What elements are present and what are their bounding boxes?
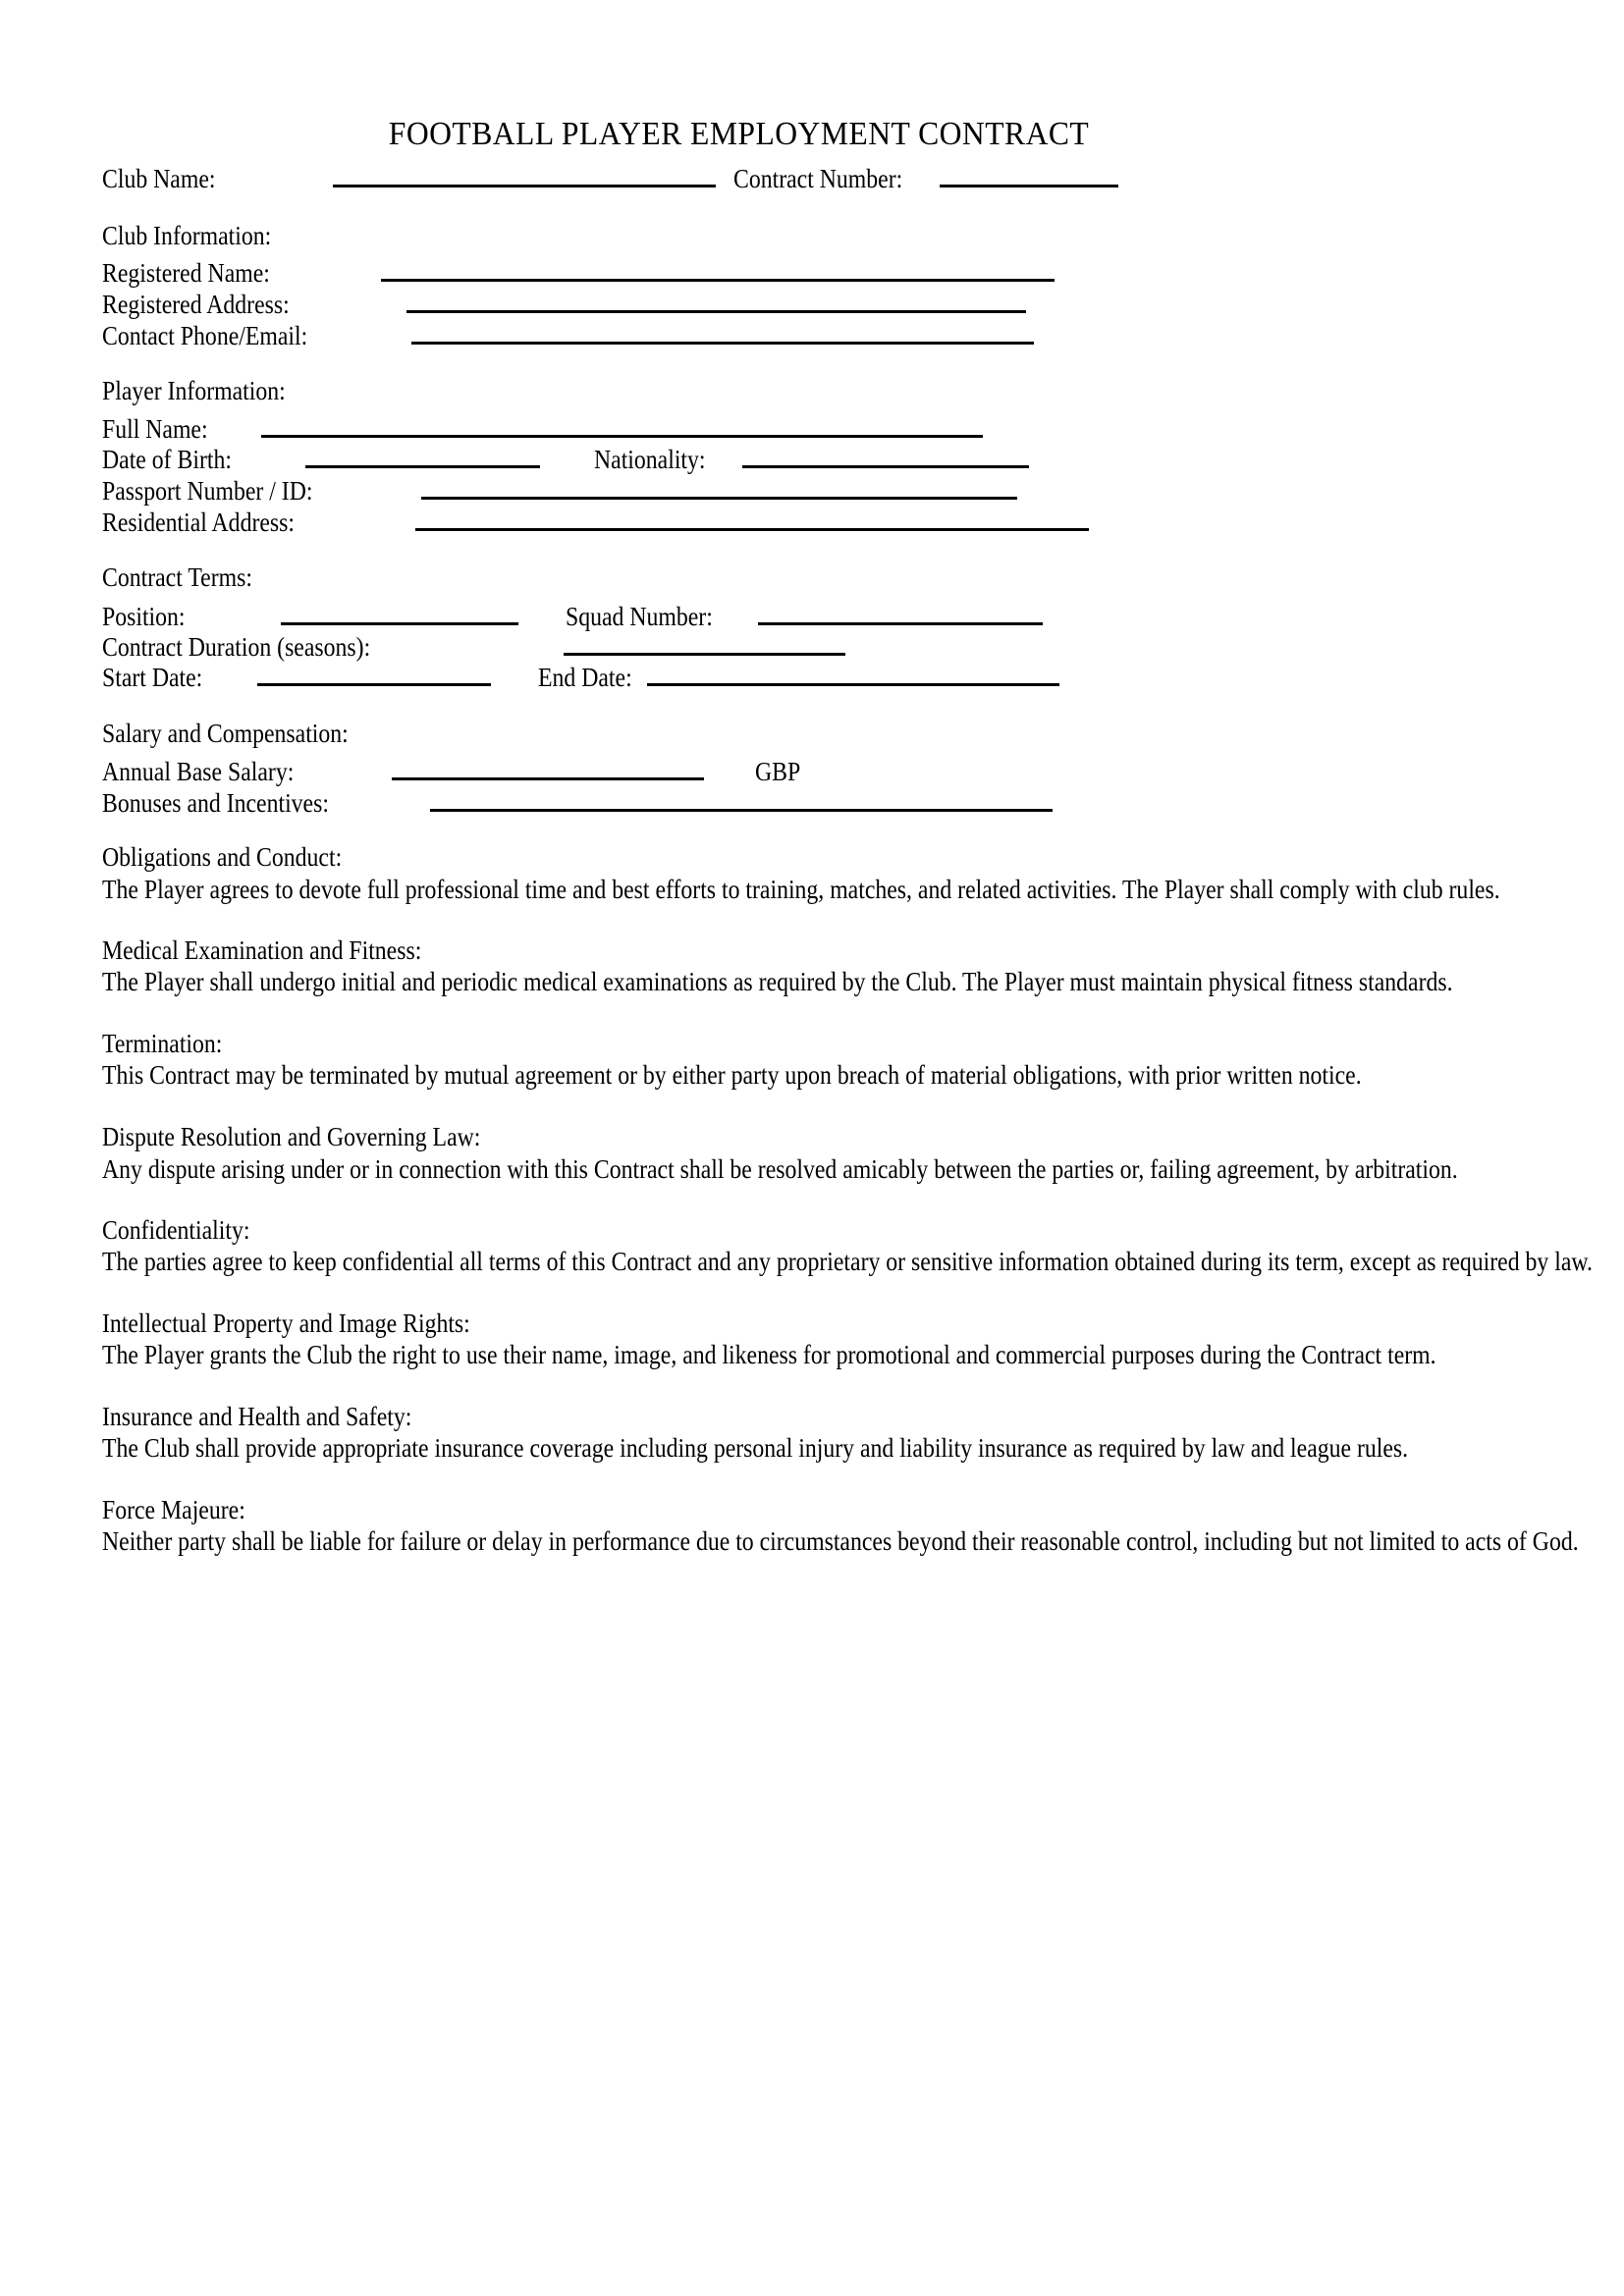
club-information-heading: Club Information: — [102, 221, 272, 250]
contract-duration-input[interactable] — [564, 625, 845, 656]
salary-heading: Salary and Compensation: — [102, 719, 349, 748]
contract-number-input[interactable] — [940, 157, 1118, 187]
position-label: Position: — [102, 602, 186, 632]
annual-base-salary-input[interactable] — [392, 750, 704, 780]
end-date-label: End Date: — [538, 663, 632, 693]
clause-text-confidentiality: The parties agree to keep confidential all terms of this Contract and any proprietary or sensitive information obtained during its term, except as required by law. — [102, 1247, 1593, 1276]
clause-heading-obligations: Obligations and Conduct: — [102, 842, 343, 872]
clause-heading-dispute: Dispute Resolution and Governing Law: — [102, 1122, 481, 1151]
club-name-input[interactable] — [333, 157, 716, 187]
annual-base-salary-label: Annual Base Salary: — [102, 757, 295, 787]
clause-text-ip: The Player grants the Club the right to use their name, image, and likeness for promotional and commercial purposes during the Contract term. — [102, 1340, 1436, 1369]
currency-label: GBP — [754, 757, 801, 787]
squad-number-label: Squad Number: — [566, 602, 713, 632]
squad-number-input[interactable] — [758, 595, 1043, 625]
position-input[interactable] — [281, 595, 518, 625]
contact-phone-email-input[interactable] — [411, 314, 1034, 345]
club-name-label: Club Name: — [102, 164, 216, 194]
nationality-input[interactable] — [742, 438, 1029, 468]
clause-heading-insurance: Insurance and Health and Safety: — [102, 1402, 412, 1431]
registered-name-input[interactable] — [381, 251, 1055, 282]
start-date-row — [102, 656, 1059, 693]
clause-heading-termination: Termination: — [102, 1029, 223, 1058]
contract-number-label: Contract Number: — [733, 164, 903, 194]
clause-heading-confidentiality: Confidentiality: — [102, 1215, 250, 1245]
clause-heading-medical: Medical Examination and Fitness: — [102, 935, 422, 965]
residential-address-label: Residential Address: — [102, 507, 296, 538]
club-name-row — [102, 157, 1118, 194]
bonuses-input[interactable] — [430, 781, 1053, 812]
full-name-input[interactable] — [261, 407, 983, 438]
clause-text-obligations: The Player agrees to devote full professional time and best efforts to training, matches, and related activities. The Player shall comply with club rules. — [102, 875, 1500, 904]
clause-text-insurance: The Club shall provide appropriate insurance coverage including personal injury and liability insurance as required by law and league rules. — [102, 1433, 1409, 1463]
bonuses-label: Bonuses and Incentives: — [102, 788, 329, 819]
nationality-label: Nationality: — [593, 445, 706, 475]
clause-text-medical: The Player shall undergo initial and periodic medical examinations as required by the Club. The Player must maintain physical fitness standards. — [102, 967, 1453, 996]
registered-address-label: Registered Address: — [102, 290, 290, 320]
contact-phone-email-row — [102, 314, 1034, 351]
residential-address-input[interactable] — [415, 501, 1089, 531]
start-date-label: Start Date: — [102, 663, 203, 693]
full-name-label: Full Name: — [102, 414, 208, 445]
bonuses-row — [102, 781, 1053, 819]
clause-text-force-majeure: Neither party shall be liable for failure or delay in performance due to circumstances beyond their reasonable control, including but not limited to acts of God. — [102, 1526, 1579, 1556]
page-title: FOOTBALL PLAYER EMPLOYMENT CONTRACT — [388, 116, 1090, 152]
contract-terms-heading: Contract Terms: — [102, 562, 252, 592]
passport-number-label: Passport Number / ID: — [102, 476, 313, 507]
clause-text-termination: This Contract may be terminated by mutual agreement or by either party upon breach of material obligations, with prior written notice. — [102, 1060, 1362, 1090]
registered-name-label: Registered Name: — [102, 258, 270, 289]
clause-heading-force-majeure: Force Majeure: — [102, 1495, 245, 1524]
end-date-input[interactable] — [647, 656, 1059, 686]
contract-duration-label: Contract Duration (seasons): — [102, 632, 371, 663]
date-of-birth-label: Date of Birth: — [102, 445, 232, 475]
clause-text-dispute: Any dispute arising under or in connection with this Contract shall be resolved amicably between the parties or, failing agreement, by arbitration. — [102, 1154, 1458, 1184]
registered-address-input[interactable] — [406, 283, 1026, 313]
passport-number-input[interactable] — [421, 469, 1017, 500]
residential-address-row — [102, 501, 1089, 538]
clause-heading-ip: Intellectual Property and Image Rights: — [102, 1308, 470, 1338]
start-date-input[interactable] — [257, 656, 491, 686]
date-of-birth-input[interactable] — [305, 438, 540, 468]
player-information-heading: Player Information: — [102, 376, 286, 405]
contact-phone-email-label: Contact Phone/Email: — [102, 321, 308, 351]
